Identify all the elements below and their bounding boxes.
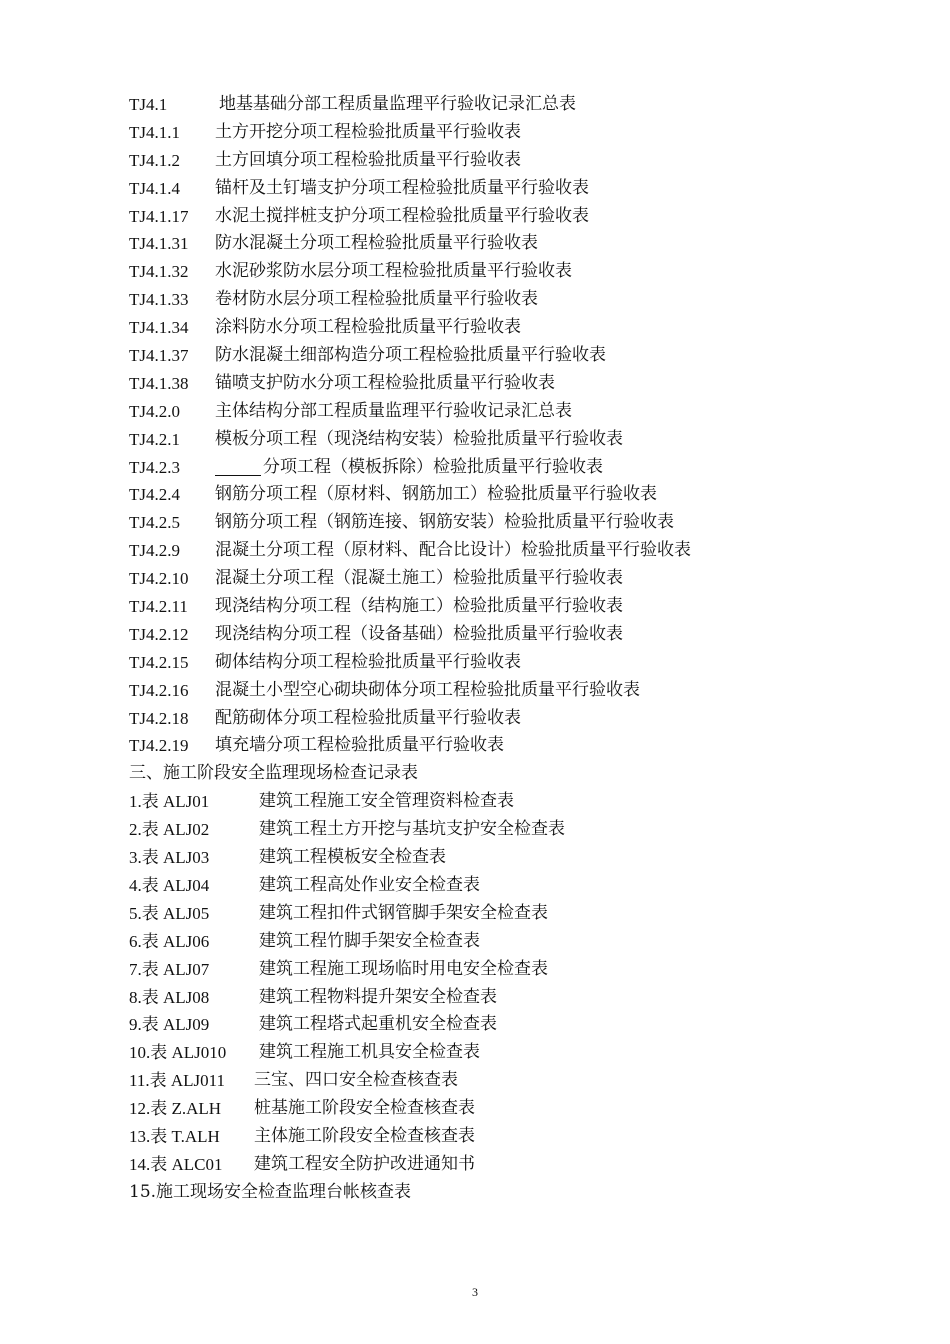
item-code: TJ4.2.5 [129, 513, 180, 533]
item-title: 桩基施工阶段安全检查核查表 [254, 1098, 475, 1119]
item-code: TJ4.2.4 [129, 485, 180, 505]
item-code: TJ4.2.10 [129, 569, 189, 589]
list-item [129, 732, 909, 760]
item-code: TJ4.1.17 [129, 206, 189, 226]
item-title: 水泥土搅拌桩支护分项工程检验批质量平行验收表 [215, 205, 589, 226]
list-item [129, 398, 909, 426]
list-item [129, 175, 909, 203]
item-code: TJ4.2.3 [129, 457, 180, 477]
tj-list [129, 91, 909, 760]
item-title: 防水混凝土分项工程检验批质量平行验收表 [215, 233, 538, 254]
item-code: TJ4.1.37 [129, 346, 189, 366]
item-code: 8.表 ALJ08 [129, 987, 210, 1007]
item-code: TJ4.1.2 [129, 150, 180, 170]
item-title: 钢筋分项工程（原材料、钢筋加工）检验批质量平行验收表 [215, 484, 657, 505]
list-item [129, 230, 909, 258]
item-title: 水泥砂浆防水层分项工程检验批质量平行验收表 [215, 261, 572, 282]
list-item [129, 342, 909, 370]
list-item [129, 984, 909, 1012]
item-title: 填充墙分项工程检验批质量平行验收表 [215, 735, 504, 756]
item-code: TJ4.2.19 [129, 736, 189, 756]
item-title: 建筑工程竹脚手架安全检查表 [259, 930, 480, 951]
item-title: 混凝土小型空心砌块砌体分项工程检验批质量平行验收表 [215, 679, 640, 700]
item-code: TJ4.2.16 [129, 680, 189, 700]
item-code: 3.表 ALJ03 [129, 848, 210, 868]
item-title: 砌体结构分项工程检验批质量平行验收表 [215, 651, 521, 672]
item-code: 10.表 ALJ010 [129, 1043, 227, 1063]
last-item-text: 15.施工现场安全检查监理台帐核查表 [129, 1181, 412, 1202]
table-of-contents [129, 91, 909, 1207]
list-item [129, 816, 909, 844]
item-code: TJ4.1.38 [129, 373, 189, 393]
page-number: 3 [472, 1285, 478, 1299]
item-code: TJ4.2.18 [129, 708, 189, 728]
item-title: 模板分项工程（现浇结构安装）检验批质量平行验收表 [215, 428, 623, 449]
list-item [129, 593, 909, 621]
item-code: TJ4.1.1 [129, 122, 180, 142]
item-code: 5.表 ALJ05 [129, 903, 210, 923]
item-title: 三宝、四口安全检查核查表 [254, 1070, 458, 1091]
list-item [129, 844, 909, 872]
list-item [129, 1123, 909, 1151]
list-item [129, 1011, 909, 1039]
item-code: TJ4.2.0 [129, 401, 180, 421]
list-item [129, 1067, 909, 1095]
item-code: 12.表 Z.ALH [129, 1099, 222, 1119]
item-code: TJ4.2.15 [129, 652, 189, 672]
item-code: 2.表 ALJ02 [129, 820, 210, 840]
item-title: 土方回填分项工程检验批质量平行验收表 [215, 149, 521, 170]
list-item [129, 481, 909, 509]
item-title: 主体施工阶段安全检查核查表 [254, 1125, 475, 1146]
list-item [129, 900, 909, 928]
list-item [129, 621, 909, 649]
item-title: 建筑工程安全防护改进通知书 [254, 1153, 475, 1174]
list-item [129, 426, 909, 454]
item-title: 地基基础分部工程质量监理平行验收记录汇总表 [219, 94, 576, 114]
list-item [129, 705, 909, 733]
list-item [129, 649, 909, 677]
list-item [129, 956, 909, 984]
item-code: 11.表 ALJ011 [129, 1071, 226, 1091]
item-code: 1.表 ALJ01 [129, 792, 210, 812]
item-title: 配筋砌体分项工程检验批质量平行验收表 [215, 707, 521, 728]
item-title: 混凝土分项工程（混凝土施工）检验批质量平行验收表 [215, 568, 623, 589]
item-title: 卷材防水层分项工程检验批质量平行验收表 [215, 289, 538, 310]
list-item [129, 509, 909, 537]
item-title: 建筑工程高处作业安全检查表 [259, 874, 480, 895]
item-title: 现浇结构分项工程（结构施工）检验批质量平行验收表 [215, 596, 623, 617]
list-item [129, 314, 909, 342]
list-item [129, 258, 909, 286]
list-item [129, 454, 909, 482]
item-title: 混凝土分项工程（原材料、配合比设计）检验批质量平行验收表 [215, 540, 691, 561]
item-title: 锚杆及土钉墙支护分项工程检验批质量平行验收表 [215, 177, 589, 198]
item-title: 现浇结构分项工程（设备基础）检验批质量平行验收表 [215, 623, 623, 644]
item-code: 4.表 ALJ04 [129, 875, 210, 895]
item-title: 建筑工程塔式起重机安全检查表 [259, 1014, 497, 1035]
section-heading [129, 760, 909, 788]
item-code: 6.表 ALJ06 [129, 931, 210, 951]
item-title: 钢筋分项工程（钢筋连接、钢筋安装）检验批质量平行验收表 [215, 512, 674, 533]
item-title: 建筑工程施工现场临时用电安全检查表 [259, 958, 548, 979]
list-item [129, 677, 909, 705]
list-item [129, 286, 909, 314]
item-code: TJ4.2.11 [129, 597, 188, 617]
list-item [129, 91, 909, 119]
list-item [129, 928, 909, 956]
list-item [129, 1095, 909, 1123]
list-item [129, 1151, 909, 1179]
item-code: TJ4.2.9 [129, 541, 180, 561]
list-item [129, 147, 909, 175]
item-code: 13.表 T.ALH [129, 1126, 220, 1146]
item-code: TJ4.1.34 [129, 318, 189, 338]
list-item [129, 872, 909, 900]
list-item [129, 1179, 909, 1207]
item-title: 分项工程（模板拆除）检验批质量平行验收表 [263, 456, 603, 477]
list-item [129, 565, 909, 593]
list-item [129, 1039, 909, 1067]
blank-underline [215, 459, 261, 476]
item-code: TJ4.1.32 [129, 262, 189, 282]
item-title: 建筑工程施工安全管理资料检查表 [259, 791, 514, 812]
list-item [129, 788, 909, 816]
item-title: 建筑工程施工机具安全检查表 [259, 1042, 480, 1063]
section-heading-text: 三、施工阶段安全监理现场检查记录表 [129, 763, 418, 784]
item-title: 建筑工程物料提升架安全检查表 [259, 986, 497, 1007]
item-code: TJ4.2.1 [129, 429, 180, 449]
item-title: 锚喷支护防水分项工程检验批质量平行验收表 [215, 372, 555, 393]
item-title: 涂料防水分项工程检验批质量平行验收表 [215, 317, 521, 338]
item-code: TJ4.1 [129, 95, 168, 114]
item-code: 14.表 ALC01 [129, 1154, 223, 1174]
list-item [129, 203, 909, 231]
item-title: 防水混凝土细部构造分项工程检验批质量平行验收表 [215, 345, 606, 366]
item-title: 主体结构分部工程质量监理平行验收记录汇总表 [215, 400, 572, 421]
item-code: 7.表 ALJ07 [129, 959, 210, 979]
item-code: TJ4.1.31 [129, 234, 189, 254]
list-item [129, 370, 909, 398]
item-code: TJ4.1.33 [129, 290, 189, 310]
item-title: 土方开挖分项工程检验批质量平行验收表 [215, 121, 521, 142]
item-title: 建筑工程土方开挖与基坑支护安全检查表 [259, 819, 565, 840]
item-code: TJ4.2.12 [129, 624, 189, 644]
item-title: 建筑工程扣件式钢管脚手架安全检查表 [259, 902, 548, 923]
item-title: 建筑工程模板安全检查表 [259, 847, 446, 868]
item-code: 9.表 ALJ09 [129, 1015, 210, 1035]
list-item [129, 537, 909, 565]
item-code: TJ4.1.4 [129, 178, 180, 198]
alj-list [129, 788, 909, 1178]
list-item [129, 119, 909, 147]
